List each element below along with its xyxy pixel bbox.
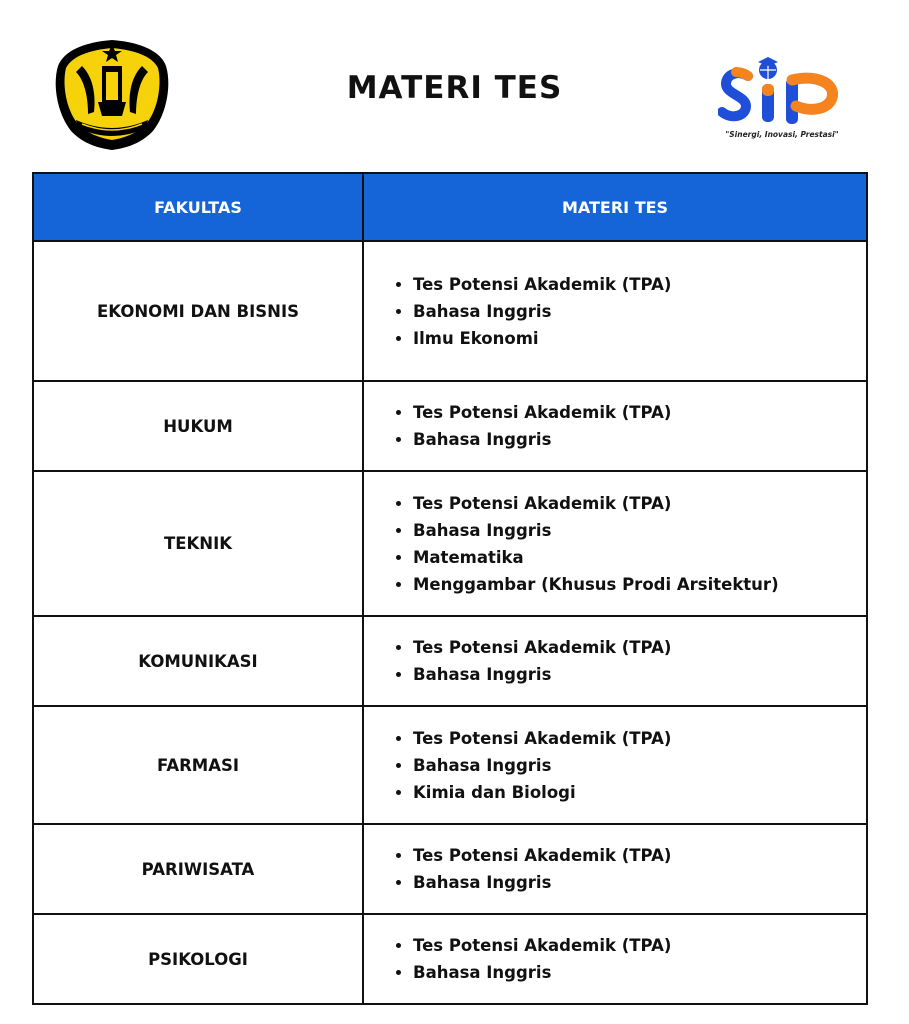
- list-item: • Tes Potensi Akademik (TPA): [413, 842, 866, 869]
- list-item: • Tes Potensi Akademik (TPA): [413, 725, 866, 752]
- fakultas-cell: PARIWISATA: [33, 824, 363, 914]
- materi-cell: [363, 824, 867, 914]
- list-item: • Tes Potensi Akademik (TPA): [413, 490, 866, 517]
- materi-cell: [363, 706, 867, 824]
- materi-cell: [363, 616, 867, 706]
- table-row: [33, 616, 867, 706]
- table-row: [33, 914, 867, 1004]
- list-item: • Ilmu Ekonomi: [413, 325, 866, 352]
- materi-list: [390, 842, 866, 896]
- materi-list: [390, 271, 866, 352]
- table-row: [33, 824, 867, 914]
- materi-cell: [363, 241, 867, 381]
- list-item: • Bahasa Inggris: [413, 298, 866, 325]
- materi-list: [390, 399, 866, 453]
- fakultas-cell: EKONOMI DAN BISNIS: [33, 241, 363, 381]
- table-row: [33, 381, 867, 471]
- fakultas-cell: FARMASI: [33, 706, 363, 824]
- table-row: [33, 241, 867, 381]
- sip-logo-icon: [718, 54, 846, 134]
- materi-cell: [363, 914, 867, 1004]
- materi-list: [390, 725, 866, 806]
- table-row: [33, 706, 867, 824]
- materi-list: [390, 634, 866, 688]
- list-item: • Matematika: [413, 544, 866, 571]
- list-item: • Bahasa Inggris: [413, 426, 866, 453]
- fakultas-cell: PSIKOLOGI: [33, 914, 363, 1004]
- list-item: • Bahasa Inggris: [413, 661, 866, 688]
- column-header-fakultas: FAKULTAS: [33, 173, 363, 241]
- list-item: • Menggambar (Khusus Prodi Arsitektur): [413, 571, 866, 598]
- list-item: • Tes Potensi Akademik (TPA): [413, 271, 866, 298]
- table-row: [33, 471, 867, 616]
- sip-logo: [718, 54, 846, 150]
- materi-cell: [363, 381, 867, 471]
- list-item: • Bahasa Inggris: [413, 517, 866, 544]
- materi-list: [390, 490, 866, 598]
- materi-cell: [363, 471, 867, 616]
- list-item: • Tes Potensi Akademik (TPA): [413, 399, 866, 426]
- list-item: • Bahasa Inggris: [413, 752, 866, 779]
- list-item: • Kimia dan Biologi: [413, 779, 866, 806]
- fakultas-cell: TEKNIK: [33, 471, 363, 616]
- fakultas-cell: HUKUM: [33, 381, 363, 471]
- list-item: • Tes Potensi Akademik (TPA): [413, 932, 866, 959]
- column-header-materi: MATERI TES: [363, 173, 867, 241]
- list-item: • Bahasa Inggris: [413, 869, 866, 896]
- fakultas-cell: KOMUNIKASI: [33, 616, 363, 706]
- page-title: MATERI TES: [346, 70, 563, 106]
- materi-list: [390, 932, 866, 986]
- sip-tagline: "Sinergi, Inovasi, Prestasi": [725, 130, 839, 139]
- list-item: • Tes Potensi Akademik (TPA): [413, 634, 866, 661]
- materi-table: [32, 172, 868, 1005]
- list-item: • Bahasa Inggris: [413, 959, 866, 986]
- table-header-row: [33, 173, 867, 241]
